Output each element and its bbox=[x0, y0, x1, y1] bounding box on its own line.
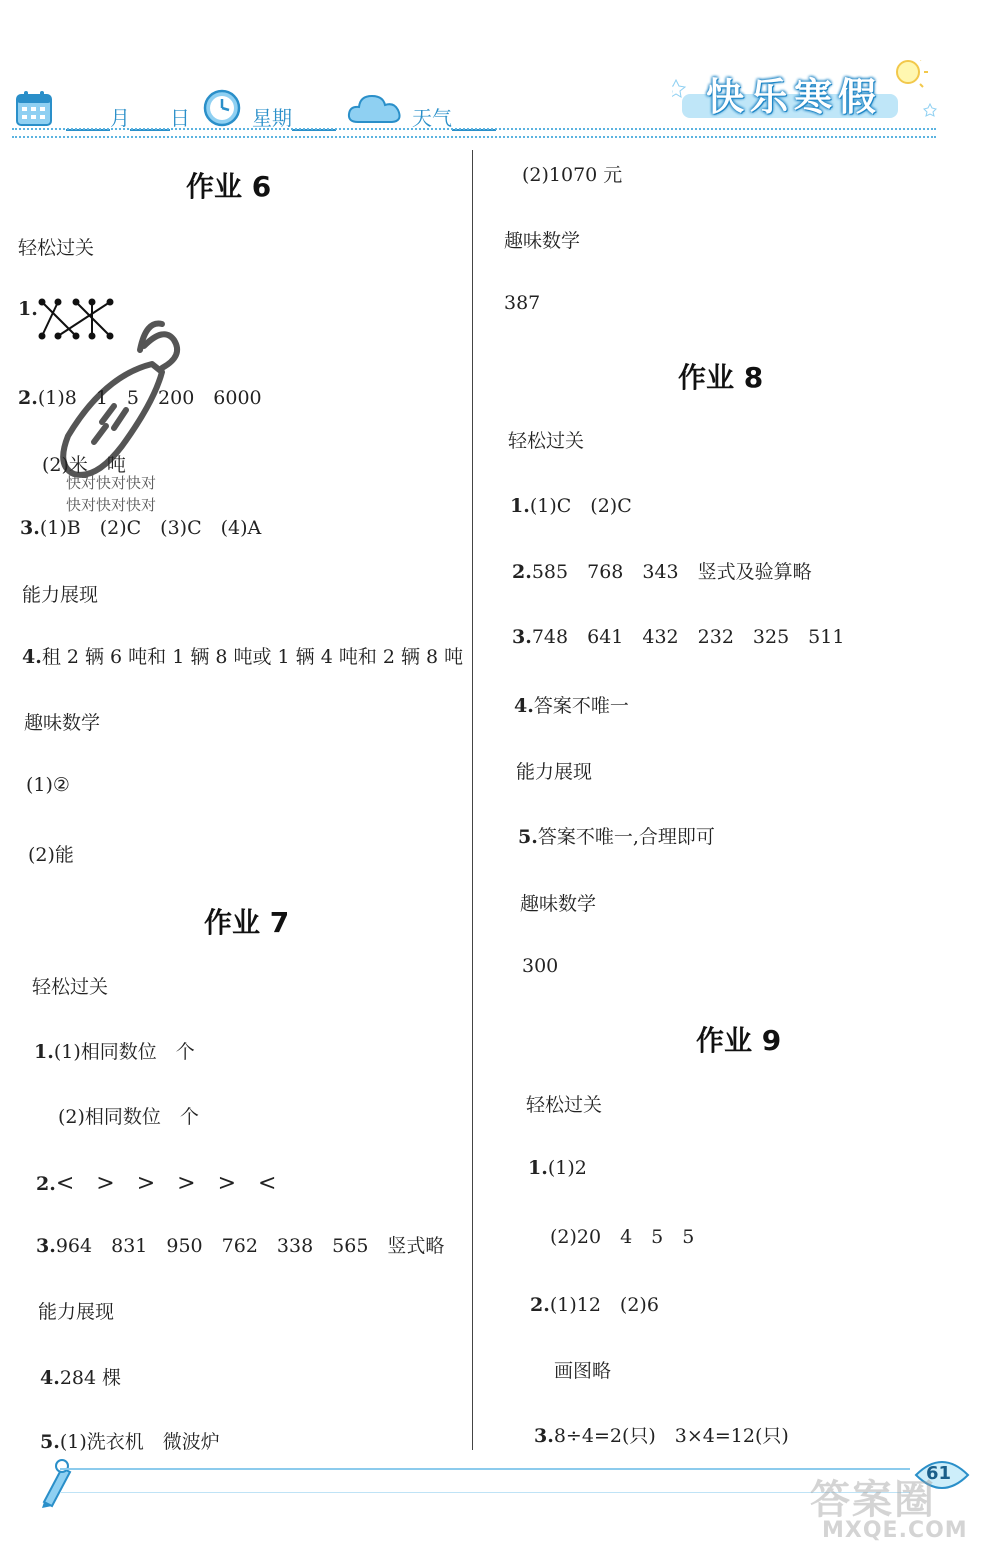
hw7-title: 作业 7 bbox=[204, 906, 290, 939]
hw6-q3-answer: (1)B (2)C (3)C (4)A bbox=[39, 517, 262, 539]
hw8-q1-number: 1. bbox=[510, 495, 530, 517]
hw6-q3 bbox=[20, 513, 261, 540]
hw6-q1 bbox=[18, 298, 38, 320]
weekday-label: 星期 bbox=[252, 106, 292, 130]
hw8-section-ability: 能力展现 bbox=[516, 761, 593, 783]
hw7-q2-answer: < > > > > < bbox=[55, 1171, 277, 1196]
hw7-q4 bbox=[40, 1363, 121, 1390]
hw8-q3 bbox=[512, 622, 844, 649]
page-number: 61 bbox=[926, 1463, 952, 1484]
carrot-watermark-text-1: 快对快对快对 bbox=[66, 474, 157, 492]
hw8-q2 bbox=[512, 557, 812, 584]
hw7-q1b-answer: (2)相同数位 个 bbox=[58, 1106, 199, 1128]
hw7-q1a-answer: (1)相同数位 个 bbox=[53, 1041, 195, 1063]
hw6-q2b-answer: (2)米 吨 bbox=[42, 454, 126, 476]
hw6-q2-answer: (1)8 1 5 200 6000 bbox=[37, 387, 262, 409]
hw8-q2-number: 2. bbox=[512, 561, 532, 583]
hw8-q3-number: 3. bbox=[512, 626, 532, 648]
hw7-q5 bbox=[40, 1427, 220, 1454]
cloud-icon bbox=[346, 90, 404, 126]
hw6-q4-number: 4. bbox=[22, 646, 42, 668]
hw7-q4-answer: 284 棵 bbox=[59, 1367, 122, 1389]
footer-line bbox=[60, 1468, 910, 1470]
hw9-q2b-answer: 画图略 bbox=[554, 1360, 612, 1382]
clock-icon bbox=[202, 88, 242, 128]
hw8-q4 bbox=[514, 691, 629, 718]
hw6-q4-answer: 租 2 辆 6 吨和 1 辆 8 吨或 1 辆 4 吨和 2 辆 8 吨 bbox=[41, 646, 464, 668]
hw6-q2-number: 2. bbox=[18, 387, 38, 409]
hw9-q3 bbox=[534, 1421, 789, 1448]
hw7-q1-number: 1. bbox=[34, 1041, 54, 1063]
hw8-q5-number: 5. bbox=[518, 826, 538, 848]
hw8-section-fun: 趣味数学 bbox=[520, 893, 597, 915]
hw9-q1 bbox=[528, 1157, 587, 1179]
site-watermark: 答案圈 bbox=[810, 1477, 936, 1523]
column-divider bbox=[472, 150, 473, 1450]
hw9-q2-answer: (1)12 (2)6 bbox=[549, 1294, 659, 1316]
hw7-q3-number: 3. bbox=[36, 1235, 56, 1257]
hw8-q4-number: 4. bbox=[514, 695, 534, 717]
hw7-q5-answer: (1)洗衣机 微波炉 bbox=[59, 1431, 220, 1453]
hw6-title: 作业 6 bbox=[186, 170, 272, 203]
hw8-q1 bbox=[510, 491, 632, 518]
hw7-q3-answer: 964 831 950 762 338 565 竖式略 bbox=[55, 1235, 445, 1257]
hw9-q3-answer: 8÷4=2(只) 3×4=12(只) bbox=[553, 1425, 789, 1447]
calendar-icon bbox=[14, 88, 54, 128]
hw9-section-easy: 轻松过关 bbox=[526, 1094, 603, 1116]
hw8-q5 bbox=[518, 822, 715, 849]
hw6-q2 bbox=[18, 383, 262, 410]
weather-label: 天气 bbox=[412, 106, 452, 130]
hw7-section-ability: 能力展现 bbox=[38, 1301, 115, 1323]
hw7-q2-number: 2. bbox=[36, 1173, 56, 1195]
banner-title: 快乐寒假 bbox=[706, 75, 883, 119]
hw9-q1a-answer: (1)2 bbox=[547, 1157, 587, 1179]
hw9-q1b-answer: (2)20 4 5 5 bbox=[550, 1226, 695, 1248]
hw8-q2-answer: 585 768 343 竖式及验算略 bbox=[531, 561, 812, 583]
hw9-q3-number: 3. bbox=[534, 1425, 554, 1447]
hw6-section-fun: 趣味数学 bbox=[24, 712, 101, 734]
hw7-q2 bbox=[36, 1166, 276, 1197]
header-divider-2 bbox=[12, 136, 936, 138]
hw6-q4 bbox=[22, 642, 463, 669]
hw8-fun-answer: 300 bbox=[522, 955, 559, 977]
hw9-q2 bbox=[530, 1290, 659, 1317]
hw9-q2-number: 2. bbox=[530, 1294, 550, 1316]
hw6-fun-2: (2)能 bbox=[28, 844, 74, 866]
hw6-q1-number: 1. bbox=[18, 298, 38, 320]
hw8-q4-answer: 答案不唯一 bbox=[533, 695, 629, 717]
footer-line-2 bbox=[60, 1492, 910, 1493]
hw7-section-easy: 轻松过关 bbox=[32, 976, 109, 998]
hw9-title: 作业 9 bbox=[696, 1024, 782, 1057]
hw8-q1-answer: (1)C (2)C bbox=[529, 495, 632, 517]
site-watermark-url: MXQE.COM bbox=[822, 1518, 968, 1543]
hw9-q1-number: 1. bbox=[528, 1157, 548, 1179]
hw7-q5-number: 5. bbox=[40, 1431, 60, 1453]
hw8-title: 作业 8 bbox=[678, 361, 764, 394]
hw8-q5-answer: 答案不唯一,合理即可 bbox=[537, 826, 715, 848]
hw7-section-fun: 趣味数学 bbox=[504, 230, 581, 252]
pencil-mascot-icon bbox=[32, 1458, 76, 1508]
hw8-section-easy: 轻松过关 bbox=[508, 430, 585, 452]
header-divider bbox=[12, 128, 936, 130]
hw6-section-easy: 轻松过关 bbox=[18, 237, 95, 259]
hw7-q5b-answer: (2)1070 元 bbox=[522, 164, 623, 186]
hw7-q4-number: 4. bbox=[40, 1367, 60, 1389]
hw7-q1 bbox=[34, 1037, 195, 1064]
hw7-q3 bbox=[36, 1231, 444, 1258]
carrot-watermark-text-2: 快对快对快对 bbox=[66, 496, 157, 514]
hw6-q3-number: 3. bbox=[20, 517, 40, 539]
hw8-q3-answer: 748 641 432 232 325 511 bbox=[531, 626, 845, 648]
hw6-fun-1: (1)② bbox=[26, 774, 70, 796]
hw6-section-ability: 能力展现 bbox=[22, 584, 99, 606]
hw7-fun-answer: 387 bbox=[504, 292, 541, 314]
day-label: 日 bbox=[170, 106, 190, 130]
month-label: 月 bbox=[110, 106, 130, 130]
